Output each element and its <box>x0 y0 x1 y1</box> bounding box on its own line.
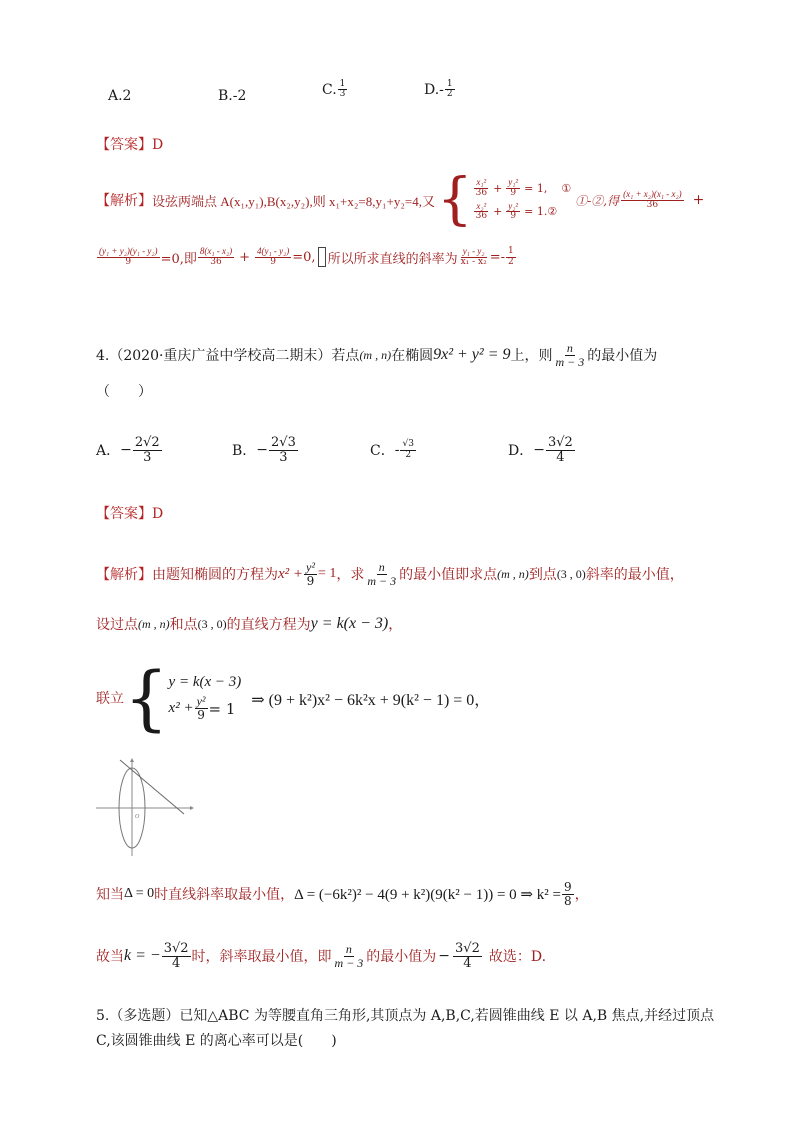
q4-l3-result: ⇒ (9 + k²)x² − 6k²x + 9(k² − 1) = 0， <box>251 691 491 709</box>
q4-l5-k: k = − <box>124 947 161 964</box>
q4-l2-pt: (m , n) <box>138 616 170 631</box>
q3-plus: + <box>692 192 705 208</box>
system-brace: { <box>124 657 169 739</box>
q4-l1-eq-num: y² <box>306 559 315 574</box>
q4-option-b-label: B． <box>232 443 257 459</box>
q3-slope-val-num: 1 <box>508 246 514 257</box>
q4-l5-k-num: 3√2 <box>163 940 189 956</box>
q4-analysis-line2 <box>96 610 402 638</box>
q4-system <box>169 674 242 721</box>
q4-l1-r-den: m − 3 <box>367 573 397 588</box>
q4-l1-eq-den: 9 <box>306 573 315 588</box>
q3-analysis-line2: $\frac{\text{(y₁ + y₂)(y₁ - y₂)}}{9}$ =0,即 $\frac{\text{8(x₁ - x₂)}}{36}$ + $\frac{\text{4(y₁ - y₂)}}{9}$ =0, 所以所求直线的斜率为 $\frac{\text{y₁ - y₂}}{\text{x₁ - x₂}}$ =- $\frac{1}{2}$ <box>99 246 514 267</box>
graph-y-arrow <box>130 758 134 762</box>
q4-option-a-num: 2√2 <box>134 434 160 450</box>
q4-option-d-label: D． <box>508 443 534 459</box>
q4-l1-c: 的最小值即求点 <box>399 567 498 583</box>
q4-analysis-line3 <box>96 657 491 739</box>
q4-option-c-num: √3 <box>402 439 414 450</box>
q3-line2-frac-den: 9 <box>125 256 132 267</box>
q4-stem-mid2: 上，则 <box>510 348 553 364</box>
q4-option-a-den: 3 <box>143 449 152 465</box>
q4-l2-c: 的直线方程为 <box>226 617 311 633</box>
q3-slope-val-den: 2 <box>508 256 514 267</box>
q4-option-d-num: 3√2 <box>547 434 573 450</box>
q4-option-a-label: A． <box>96 443 121 459</box>
q4-l1-eq-tail: = 1 <box>317 566 337 581</box>
q4-answer <box>96 503 163 523</box>
eq1-y-num: y₁² <box>508 177 519 188</box>
q4-l2-a: 设过点 <box>96 617 138 633</box>
q4-l4-b: 时直线斜率取最小值， <box>154 887 295 903</box>
q4-l5-min-sign: − <box>438 948 451 964</box>
q4-analysis-line5 <box>96 934 546 978</box>
q3-line2-eq0: =0, <box>292 249 316 265</box>
q3-slope-num: y₁ - y₂ <box>462 246 485 257</box>
q4-l4-eq: Δ = (−6k²)² − 4(9 + k²)(9(k² − 1)) = 0 ⇒ k² = <box>294 886 561 903</box>
q4-l4-delta: Δ = 0 <box>124 886 155 901</box>
analysis-tag: 【解析】 <box>96 193 152 209</box>
q4-stem <box>96 338 657 372</box>
q4-stem-prefix: 4.（2020·重庆广益中学校高二期末）若点 <box>96 348 360 364</box>
eq1-x-num: x₁² <box>476 177 487 188</box>
eq2-y-den: 9 <box>510 211 517 222</box>
q3-option-d-den: 2 <box>446 89 453 100</box>
q4-option-b-den: 3 <box>279 449 288 465</box>
q4-ellipse-eq: 9x² + y² = 9 <box>433 346 511 363</box>
q3-frac1-num: (x₁ + x₂)(x₁ - x₂) <box>623 189 682 200</box>
q4-option-b-num: 2√3 <box>271 434 296 450</box>
q3-subtract-note: ①-②,得 <box>575 193 620 208</box>
q3-analysis-line1 <box>96 167 705 232</box>
q3-line2-frac-num: (y₁ + y₂)(y₁ - y₂) <box>99 246 158 257</box>
q4-sys2-x: x² + <box>168 700 194 716</box>
q4-option-a-sign: − <box>120 442 132 458</box>
answer-tag: 【答案】 <box>96 506 152 522</box>
q4-l2-d: ， <box>388 617 403 633</box>
q5-stem-line1: 5.（多选题）已知△ABC 为等腰直角三角形,其顶点为 A,B,C,若圆锥曲线 E 以 A,B 焦点,并经过顶点 <box>96 1008 715 1024</box>
q4-analysis-line1 <box>96 556 684 592</box>
q4-sys2-den: 9 <box>197 708 205 722</box>
q4-analysis-line4 <box>96 876 589 912</box>
q4-sys1: y = k(x − 3) <box>168 674 242 691</box>
q4-sys2 <box>169 695 242 721</box>
q4-option-c-label: C． <box>370 443 395 459</box>
q4-l1-d: 到点 <box>528 567 557 583</box>
answer-tag: 【答案】 <box>96 137 152 153</box>
q4-l5-a: 故当 <box>96 949 124 965</box>
q4-option-c-sign: - <box>394 442 400 458</box>
eq1-tail: = 1, <box>524 181 548 195</box>
q4-option-d <box>508 430 576 470</box>
q3-system-eq2: $\frac{\text{x₂²}}{36}$ + $\frac{\text{y₂²}}{9}$ = 1.② <box>475 201 558 222</box>
eq1-x-den: 36 <box>475 187 488 198</box>
q3-option-d-label: D.- <box>424 81 444 98</box>
q4-sys2-tail: = 1 <box>208 699 236 718</box>
q3-option-c <box>322 80 348 100</box>
q4-l5-r-den: m − 3 <box>334 955 364 970</box>
graph-origin-label: O <box>135 814 140 820</box>
q4-l3-lead: 联立 <box>96 691 124 707</box>
q4-l1-a: 由题知椭圆的方程为 <box>152 567 278 583</box>
q3-option-c-den: 3 <box>339 89 346 100</box>
eq2-tail: = 1.② <box>524 205 558 219</box>
q3-option-b: B.-2 <box>218 88 247 104</box>
answer-value: D <box>152 137 164 153</box>
q4-l5-b: 时，斜率取最小值，即 <box>191 949 332 965</box>
q3-system-eq1: $\frac{\text{x₁²}}{36}$ + $\frac{\text{y₁²}}{9}$ = 1, ① <box>475 177 572 198</box>
q3-system <box>473 178 572 222</box>
q4-l2-pt2: (3 , 0) <box>197 616 227 631</box>
q4-l4-a: 知当 <box>96 887 124 903</box>
system-brace: { <box>436 167 473 232</box>
q4-l5-d: 故选：D. <box>488 949 547 965</box>
q4-l5-min-num: 3√2 <box>455 940 480 956</box>
q4-l4-den: 8 <box>563 893 572 908</box>
q3-option-d <box>424 80 456 100</box>
q4-l5-k-den: 4 <box>171 955 181 971</box>
q3-analysis-text: 设弦两端点 A(x₁,y₁),B(x₂,y₂),则 x₁+x₂=8,y₁+y₂=4,又 <box>152 193 435 209</box>
q4-option-c <box>370 430 417 470</box>
graph-tangent-line <box>120 760 184 814</box>
eq2-x-den: 36 <box>475 211 488 222</box>
eq2-x-num: x₂² <box>476 201 487 211</box>
q4-stem-tail: 的最小值为 <box>587 348 658 364</box>
q3-slope-den: x₁ - x₂ <box>460 256 487 267</box>
analysis-tag: 【解析】 <box>96 567 152 583</box>
q3-frac1-den: 36 <box>646 199 659 210</box>
eq1-y-den: 9 <box>510 187 517 198</box>
q4-l2-b: 和点 <box>169 617 198 633</box>
q4-l1-b: ，求 <box>336 567 365 583</box>
q4-l1-pt: (m , n) <box>497 566 529 581</box>
q4-option-b <box>232 430 299 470</box>
q3-line2-f3-num: 4(y₁ - y₂) <box>257 246 290 257</box>
q3-option-c-num: 1 <box>339 79 346 89</box>
q4-l2-eq: y = k(x − 3) <box>310 615 389 632</box>
q4-l5-c: 的最小值为 <box>366 949 437 965</box>
q4-l5-r-num: n <box>345 941 352 956</box>
q4-l1-eq-x: x² + <box>278 565 304 582</box>
q4-ratio-den: m − 3 <box>555 354 585 369</box>
q3-option-c-label: C. <box>322 81 337 98</box>
q4-l4-tail: ， <box>574 887 589 903</box>
q4-l1-r-num: n <box>378 559 385 574</box>
q4-l1-pt2: (3 , 0) <box>556 566 586 581</box>
q3-line2-mid: =0,即 <box>160 251 197 267</box>
q4-option-b-sign: − <box>256 442 269 458</box>
q3-line2-f2-num: 8(x₁ - x₂) <box>199 246 233 257</box>
q4-stem-mid: 在椭圆 <box>391 348 434 364</box>
q4-option-c-den: 2 <box>405 449 412 460</box>
q3-option-d-num: 1 <box>446 79 453 89</box>
eq1-marker: ① <box>561 181 572 195</box>
q4-option-d-den: 4 <box>556 449 565 465</box>
q4-ratio-num: n <box>566 340 573 355</box>
eq2-y-num: y₂² <box>508 201 519 211</box>
q4-point: (m , n) <box>359 347 392 362</box>
q4-l5-min-den: 4 <box>463 955 472 971</box>
q3-option-a: A.2 <box>108 88 132 104</box>
q5-stem-line2: C,该圆锥曲线 E 的离心率可以是( ) <box>96 1033 337 1049</box>
q4-l1-e: 斜率的最小值， <box>585 567 684 583</box>
q4-l4-num: 9 <box>563 879 572 894</box>
q4-option-d-sign: − <box>533 442 545 458</box>
graph-x-arrow <box>190 806 194 810</box>
q4-sys2-num: y² <box>196 694 206 709</box>
q3-line2-tail: 所以所求直线的斜率为 <box>327 251 458 267</box>
q3-answer <box>96 134 163 154</box>
q4-blank-paren: （ ） <box>96 384 152 400</box>
text-cursor-box <box>318 247 326 267</box>
answer-value: D <box>152 506 164 522</box>
q3-line2-f3-den: 9 <box>270 256 276 267</box>
q3-line2-f2-den: 36 <box>210 256 222 267</box>
q3-slope-prefix: =- <box>489 249 506 265</box>
q4-option-a <box>96 430 163 470</box>
ellipse-line-graph <box>92 756 196 860</box>
